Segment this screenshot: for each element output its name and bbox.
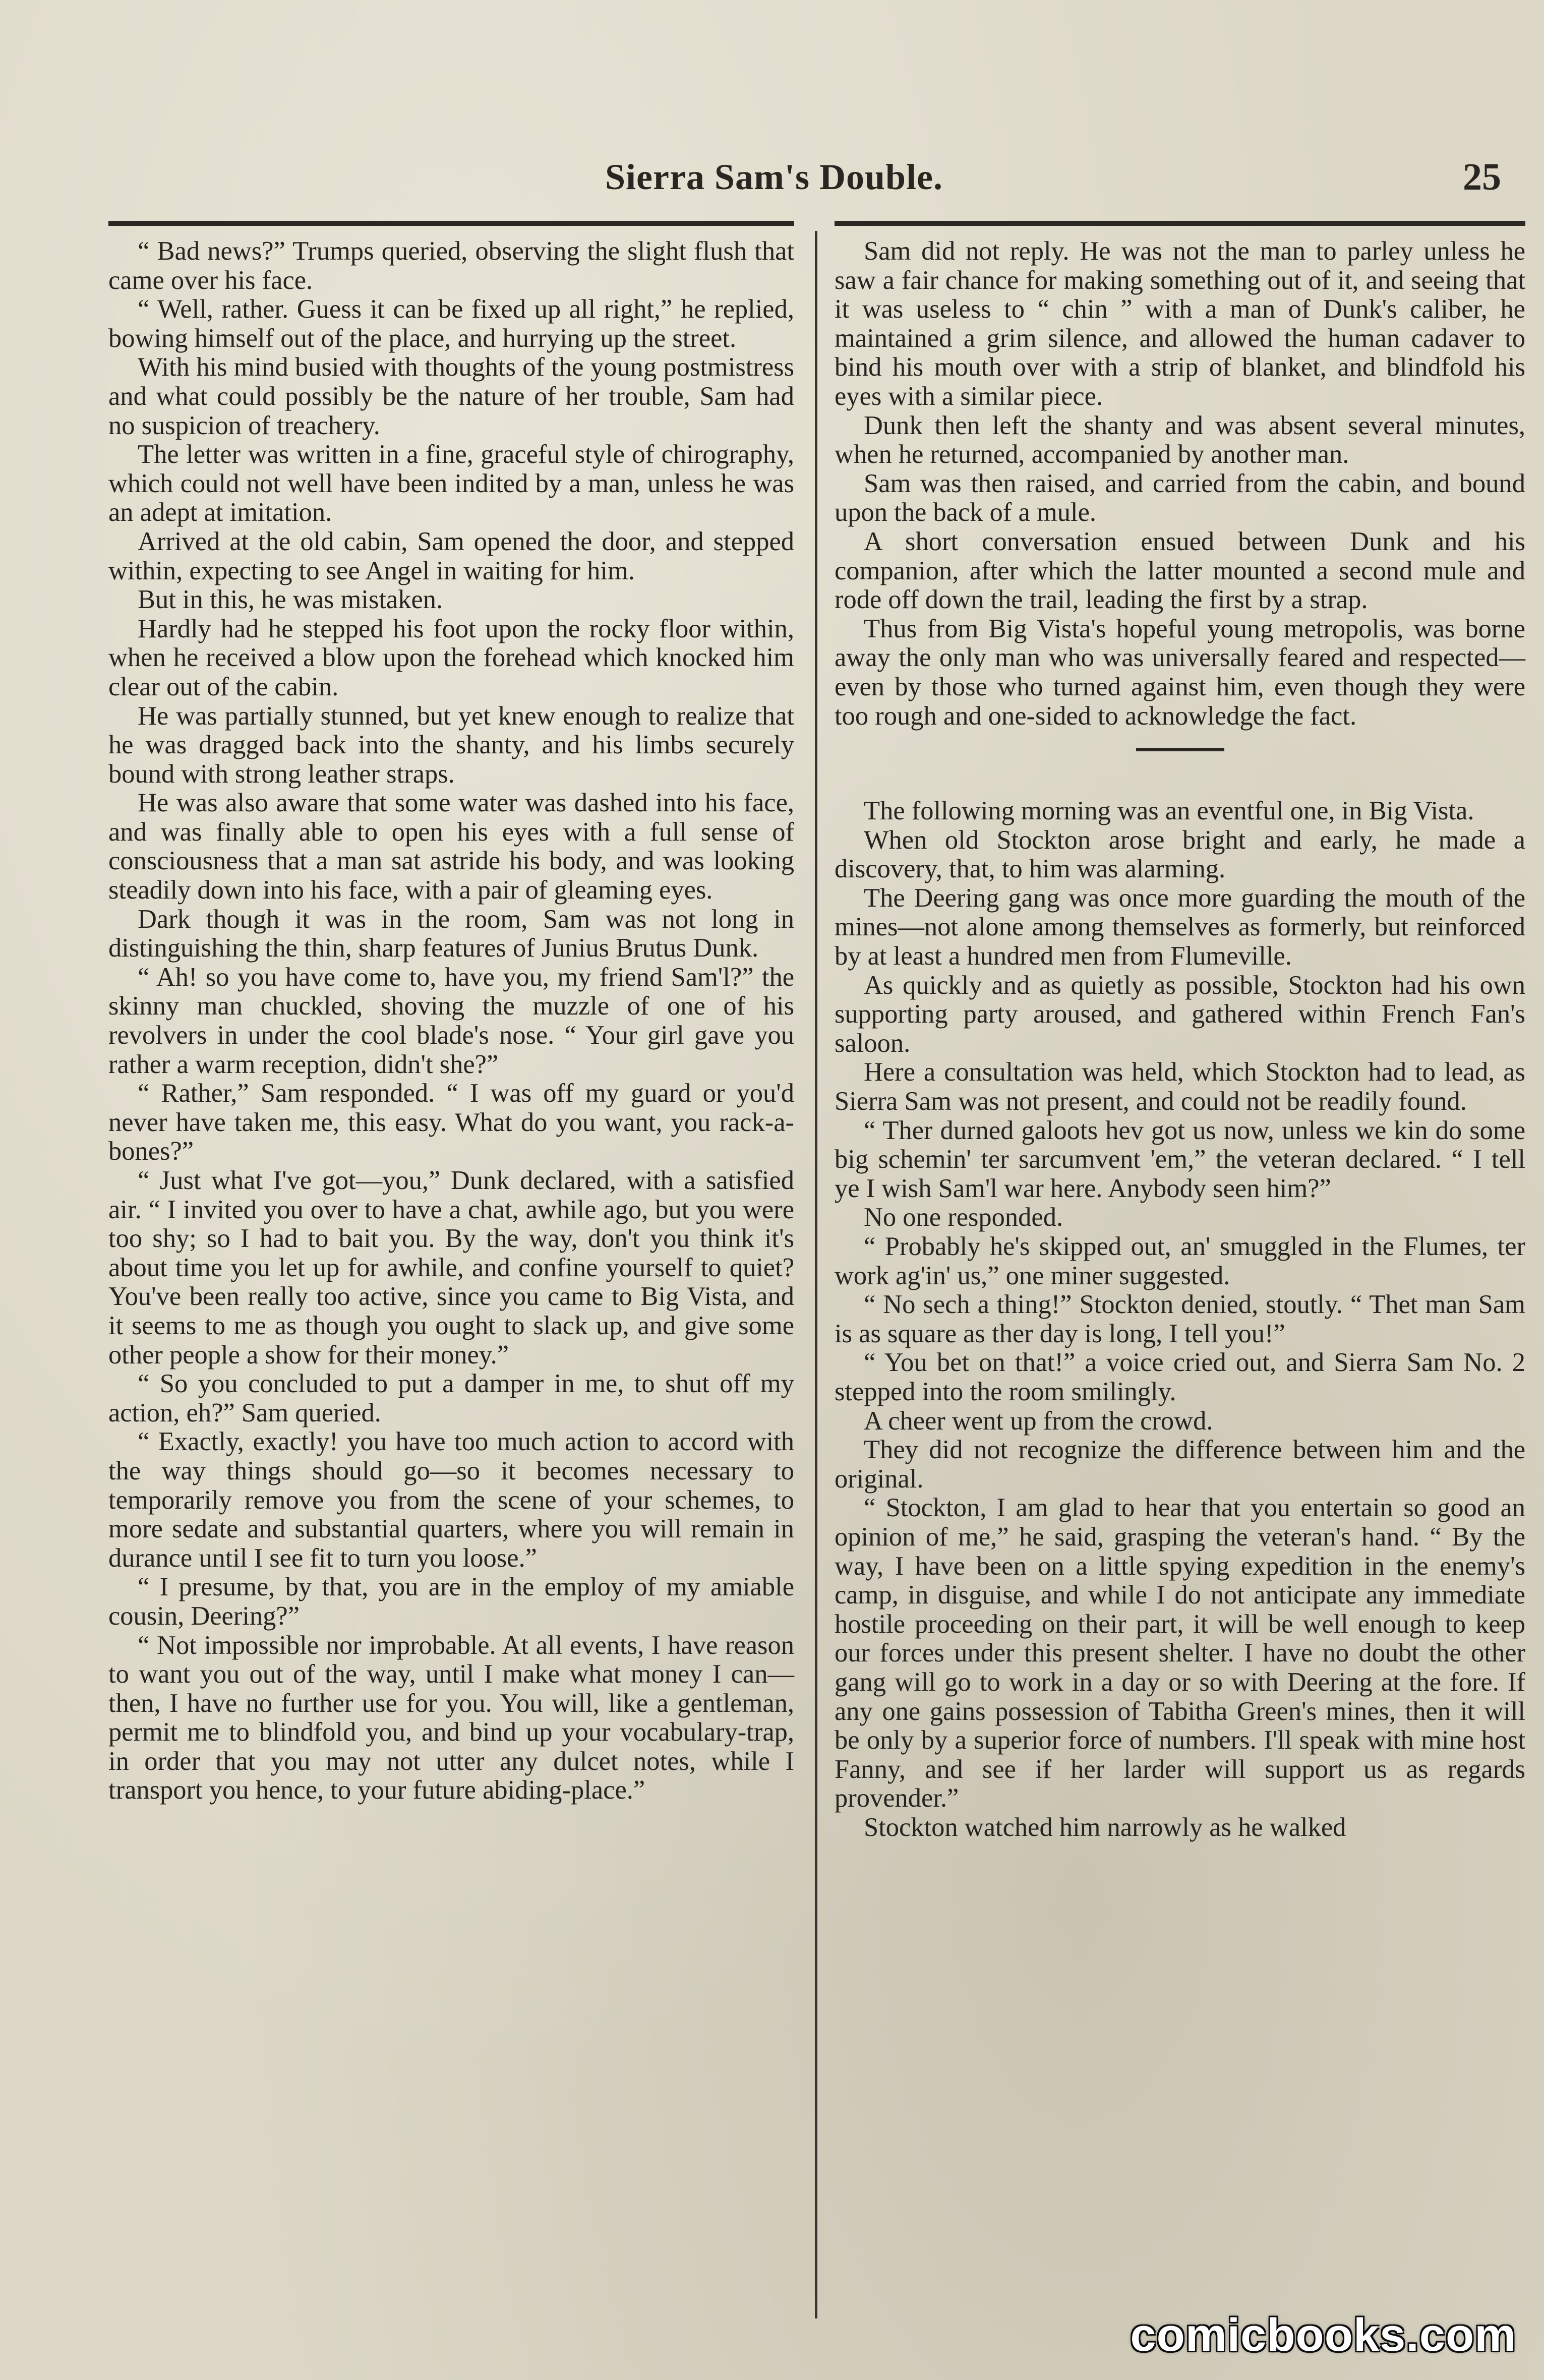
paragraph: “ Not impossible nor improbable. At all events, I have reason to want you out of the way, until I make what money I can—then, I have no further use for you. You will, like a gentleman, permit me to blindfold you, and bind up your vocabulary-trap, in order that you may not utter any dulcet notes, while I transport you hence, to your future abiding-place.”	[108, 1630, 794, 1805]
paragraph: The following morning was an eventful one, in Big Vista.	[864, 796, 1474, 826]
column-divider	[815, 231, 817, 2318]
paragraph: “ Well, rather. Guess it can be fixed up all right,” he replied, bowing himself out of the place, and hurrying up the street.	[108, 294, 794, 353]
paragraph: “ So you concluded to put a damper in me, to shut off my action, eh?” Sam queried.	[108, 1369, 794, 1427]
running-title: Sierra Sam's Double.	[605, 157, 943, 197]
paragraph: With his mind busied with thoughts of the young postmistress and what could possibly be the nature of her trouble, Sam had no suspicion of treachery.	[108, 352, 794, 440]
paragraph: “ Ther durned galoots hev got us now, unless we kin do some big schemin' ter sarcumvent 'em,” the veteran declared. “ I tell ye I wish Sam'l war here. Anybody seen him?”	[835, 1115, 1525, 1203]
section-separator-rule	[1136, 748, 1224, 751]
paragraph: “ No sech a thing!” Stockton denied, stoutly. “ Thet man Sam is as square as ther day is long, I tell you!”	[835, 1290, 1525, 1348]
paragraph: A cheer went up from the crowd.	[864, 1406, 1213, 1436]
paragraph: “ Rather,” Sam responded. “ I was off my guard or you'd never have taken me, this easy. What do you want, you rack-a-bones?”	[108, 1079, 794, 1166]
paragraph: “ You bet on that!” a voice cried out, and Sierra Sam No. 2 stepped into the room smilingly.	[835, 1348, 1525, 1406]
paragraph: Arrived at the old cabin, Sam opened the door, and stepped within, expecting to see Angel in waiting for him.	[108, 526, 794, 585]
left-column	[108, 237, 794, 1805]
paragraph: Dunk then left the shanty and was absent several minutes, when he returned, accompanied by another man.	[835, 410, 1525, 469]
paragraph: Dark though it was in the room, Sam was not long in distinguishing the thin, sharp features of Junius Brutus Dunk.	[108, 904, 794, 963]
paragraph: No one responded.	[864, 1203, 1063, 1232]
right-column	[835, 237, 1525, 1842]
paragraph: “ Stockton, I am glad to hear that you entertain so good an opinion of me,” he said, grasping the veteran's hand. “ By the way, I have been on a little spying expedition in the enemy's camp, in disguise, and while I do not anticipate any immediate hostile proceeding on their part, it will be well enough to keep our forces under this present shelter. I have no doubt the other gang will go to work in a day or so with Deering at the fore. If any one gains possession of Tabitha Green's mines, then it will be only by a superior force of numbers. I'll speak with mine host Fanny, and see if her larder will support us as regards provender.”	[835, 1493, 1525, 1813]
paragraph: “ Probably he's skipped out, an' smuggled in the Flumes, ter work ag'in' us,” one miner suggested.	[835, 1232, 1525, 1290]
paragraph: When old Stockton arose bright and early, he made a discovery, that, to him was alarming.	[835, 825, 1525, 884]
paragraph: He was partially stunned, but yet knew enough to realize that he was dragged back into the shanty, and his limbs securely bound with strong leather straps.	[108, 701, 794, 789]
paragraph: Here a consultation was held, which Stockton had to lead, as Sierra Sam was not present, and could not be readily found.	[835, 1057, 1525, 1116]
paragraph: Stockton watched him narrowly as he walked	[864, 1812, 1346, 1842]
paragraph: They did not recognize the difference between him and the original.	[835, 1435, 1525, 1494]
page-header	[0, 151, 1544, 207]
header-rule-right	[835, 221, 1525, 226]
paragraph: Sam was then raised, and carried from the cabin, and bound upon the back of a mule.	[835, 468, 1525, 527]
paragraph: Hardly had he stepped his foot upon the rocky floor within, when he received a blow upon the forehead which knocked him clear out of the cabin.	[108, 614, 794, 701]
paragraph: “ Just what I've got—you,” Dunk declared, with a satisfied air. “ I invited you over to have a chat, awhile ago, but you were too shy; so I had to bait you. By the way, don't you think it's about time you let up for awhile, and confine yourself to quiet? You've been really too active, since you came to Big Vista, and it seems to me as though you ought to slack up, and give some other people a show for their money.”	[108, 1166, 794, 1370]
paragraph: “ Bad news?” Trumps queried, observing the slight flush that came over his face.	[108, 236, 794, 295]
paragraph: A short conversation ensued between Dunk and his companion, after which the latter mounted a second mule and rode off down the trail, leading the first by a strap.	[835, 526, 1525, 615]
page-number: 25	[1463, 156, 1501, 198]
paragraph: He was also aware that some water was dashed into his face, and was finally able to open his eyes with a full sense of consciousness that a man sat astride his body, and was looking steadily down into his face, with a pair of gleaming eyes.	[108, 788, 794, 905]
paragraph: “ Exactly, exactly! you have too much action to accord with the way things should go—so it becomes necessary to temporarily remove you from the scene of your schemes, to more sedate and substantial quarters, where you will remain in durance until I see fit to turn you loose.”	[108, 1427, 794, 1573]
paragraph: Thus from Big Vista's hopeful young metropolis, was borne away the only man who was universally feared and respected—even by those who turned against him, even though they were too rough and one-sided to acknowledge the fact.	[835, 614, 1525, 731]
paragraph: The letter was written in a fine, graceful style of chirography, which could not well have been indited by a man, unless he was an adept at imitation.	[108, 440, 794, 527]
paragraph: As quickly and as quietly as possible, Stockton had his own supporting party aroused, and gathered within French Fan's saloon.	[835, 970, 1525, 1058]
watermark-logo: comicbooks.com	[1130, 2309, 1516, 2361]
paragraph: Sam did not reply. He was not the man to parley unless he saw a fair chance for making something out of it, and seeing that it was useless to “ chin ” with a man of Dunk's caliber, he maintained a grim silence, and allowed the human cadaver to bind his mouth over with a strip of blanket, and blindfold his eyes with a similar piece.	[835, 236, 1525, 411]
header-rule-left	[108, 221, 794, 226]
paragraph: “ Ah! so you have come to, have you, my friend Sam'l?” the skinny man chuckled, shoving the muzzle of one of his revolvers in under the cool blade's nose. “ Your girl gave you rather a warm reception, didn't she?”	[108, 962, 794, 1079]
paragraph: “ I presume, by that, you are in the employ of my amiable cousin, Deering?”	[108, 1572, 794, 1631]
paragraph: But in this, he was mistaken.	[138, 585, 443, 615]
paragraph: The Deering gang was once more guarding the mouth of the mines—not alone among themselves as formerly, but reinforced by at least a hundred men from Flumeville.	[835, 883, 1525, 971]
